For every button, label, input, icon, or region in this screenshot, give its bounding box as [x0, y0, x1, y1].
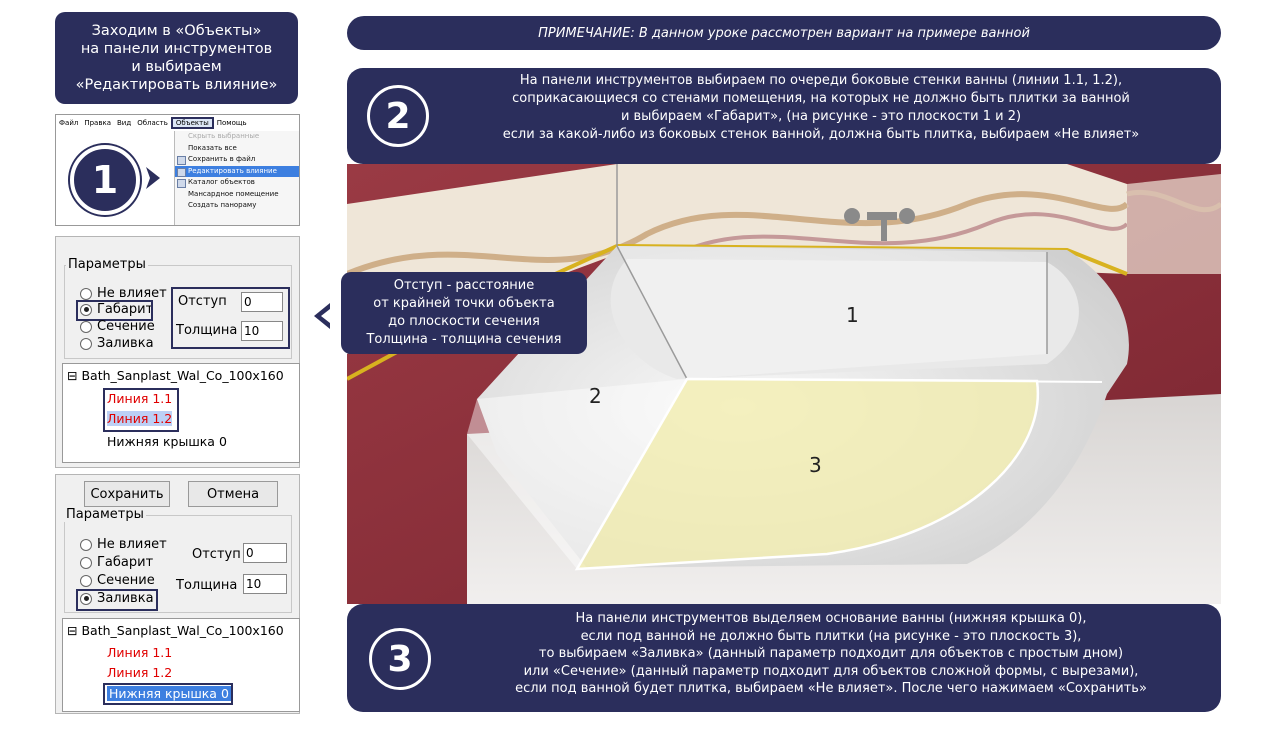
radio-label: Не влияет [97, 286, 167, 301]
step2-text [429, 72, 1213, 144]
offset-label: Отступ [178, 294, 227, 309]
radio-circle [80, 539, 92, 551]
tree-item-bottom-cover[interactable]: Нижняя крышка 0 [109, 686, 229, 701]
offset-input[interactable]: 0 [243, 543, 287, 563]
step1-number-badge [70, 145, 140, 215]
menu-item-show-all[interactable]: Показать все [188, 143, 237, 152]
offset-note-line: от крайней точки объекта [373, 296, 555, 311]
step3-line: если под ванной не должно быть плитки (на рисунке - это плоскость 3), [580, 628, 1082, 644]
radio-label: Габарит [97, 302, 154, 317]
menu-view[interactable]: Вид [116, 118, 132, 127]
menu-area[interactable]: Область [137, 118, 168, 127]
step2-line: На панели инструментов выбираем по очереди боковые стенки ванны (линии 1.1, 1.2), [519, 73, 1123, 88]
thickness-input[interactable]: 10 [243, 574, 287, 594]
menu-objects[interactable]: Объекты [171, 117, 214, 129]
menu-item-label: Редактировать влияние [188, 166, 277, 175]
parameters-label: Параметры [68, 257, 146, 272]
radio-section[interactable] [80, 319, 155, 334]
radio-gabarit[interactable] [80, 555, 153, 570]
menu-item-label: Каталог объектов [188, 178, 255, 186]
offset-thickness-note [341, 272, 587, 354]
offset-label: Отступ [192, 547, 241, 562]
step1-line: и выбираем [131, 59, 222, 75]
tree-item-line-1-1[interactable]: Линия 1.1 [107, 391, 173, 406]
step3-line: На панели инструментов выделяем основание ванны (нижняя крышка 0), [575, 611, 1087, 626]
step1-line: «Редактировать влияние» [75, 77, 278, 93]
step2-instruction [347, 68, 1221, 164]
offset-note-line: Отступ - расстояние [393, 278, 535, 293]
tree-root-label: Bath_Sanplast_Wal_Co_100x160 [81, 368, 284, 383]
note-banner: ПРИМЕЧАНИЕ: В данном уроке рассмотрен вариант на примере ванной [347, 16, 1221, 50]
radio-circle [80, 557, 92, 569]
step1-number: 1 [91, 158, 119, 202]
chevron-right-icon [146, 167, 160, 193]
step1-line: Заходим в «Объекты» [91, 23, 262, 39]
highlight-frame [76, 300, 153, 321]
bathroom-illustration [347, 164, 1221, 604]
step2-line: и выбираем «Габарит», (на рисунке - это плоскости 1 и 2) [620, 109, 1022, 124]
save-icon [177, 156, 186, 165]
plane-1-label: 1 [846, 303, 859, 327]
tree-item-line-1-2[interactable]: Линия 1.2 [107, 665, 173, 680]
step3-line: если под ванной будет плитка, выбираем «Не влияет». После чего нажимаем «Сохранить» [515, 681, 1147, 696]
menu-item-hide-selected[interactable]: Скрыть выбранные [188, 132, 260, 140]
parameters-label: Параметры [66, 507, 144, 522]
object-tree [62, 618, 300, 712]
step3-line: или «Сечение» (данный параметр подходит для объектов сложной формы, с вырезами), [523, 663, 1139, 679]
influence-panel-1 [55, 236, 300, 468]
menu-edit[interactable]: Правка [84, 118, 111, 127]
radio-no-influence[interactable] [80, 537, 167, 552]
menu-item-save-to-file[interactable] [175, 154, 300, 166]
thickness-label: Толщина [176, 578, 238, 593]
radio-label: Заливка [97, 591, 154, 606]
edit-icon [177, 168, 186, 177]
step2-number: 2 [367, 85, 429, 147]
object-tree [62, 363, 300, 463]
offset-note-line: до плоскости сечения [388, 314, 540, 329]
tree-root-label: Bath_Sanplast_Wal_Co_100x160 [81, 623, 284, 638]
radio-circle [80, 338, 92, 350]
highlight-frame [103, 388, 179, 432]
offset-note-line: Толщина - толщина сечения [366, 332, 562, 347]
radio-label: Заливка [97, 336, 154, 351]
menu-item-attic-room[interactable]: Мансардное помещение [188, 189, 279, 198]
radio-section[interactable] [80, 573, 155, 588]
radio-circle [80, 288, 92, 300]
radio-label: Габарит [97, 555, 154, 570]
radio-label: Не влияет [97, 537, 167, 552]
menu-bar [56, 115, 299, 130]
cancel-button[interactable]: Отмена [188, 481, 278, 507]
offset-input[interactable]: 0 [241, 292, 283, 312]
save-button[interactable]: Сохранить [84, 481, 170, 507]
tree-item-line-1-2[interactable]: Линия 1.2 [107, 411, 173, 426]
step1-instruction [55, 12, 298, 104]
step3-line: то выбираем «Заливка» (данный параметр подходит для объектов с простым дном) [538, 646, 1124, 661]
menu-help[interactable]: Помощь [216, 118, 247, 127]
objects-dropdown [174, 131, 300, 225]
catalog-icon [177, 179, 186, 188]
step1-line: на панели инструментов [80, 41, 273, 57]
radio-no-influence[interactable] [80, 286, 167, 301]
step3-number: 3 [369, 628, 431, 690]
plane-3-label: 3 [809, 453, 822, 477]
menu-item-edit-influence[interactable] [175, 166, 300, 178]
thickness-label: Толщина [176, 323, 238, 338]
step3-instruction [347, 604, 1221, 712]
step3-text [447, 610, 1215, 698]
radio-circle [80, 321, 92, 333]
tree-root[interactable]: ⊟ Bath_Sanplast_Wal_Co_100x160 [67, 368, 284, 383]
chevron-left-icon [314, 303, 330, 333]
radio-fill[interactable] [80, 336, 154, 351]
objects-menu-screenshot [55, 114, 300, 226]
bathroom-render [347, 164, 1221, 604]
radio-label: Сечение [97, 573, 155, 588]
tree-item-bottom-cover[interactable]: Нижняя крышка 0 [107, 434, 227, 449]
radio-circle [80, 575, 92, 587]
tree-item-line-1-1[interactable]: Линия 1.1 [107, 645, 173, 660]
menu-item-object-catalog[interactable] [175, 177, 300, 189]
menu-file[interactable]: Файл [59, 118, 79, 127]
highlight-frame [103, 683, 233, 705]
radio-label: Сечение [97, 319, 155, 334]
step2-line: соприкасающиеся со стенами помещения, на которых не должно быть плитки за ванной [512, 91, 1130, 106]
highlight-frame [76, 589, 158, 611]
menu-item-create-panorama[interactable]: Создать панораму [188, 201, 257, 209]
step2-line: если за какой-либо из боковых стенок ванной, должна быть плитка, выбираем «Не влияет» [502, 127, 1140, 142]
menu-item-label: Сохранить в файл [188, 155, 256, 163]
tree-root[interactable]: ⊟ Bath_Sanplast_Wal_Co_100x160 [67, 623, 284, 638]
thickness-input[interactable]: 10 [241, 321, 283, 341]
plane-2-label: 2 [589, 384, 602, 408]
influence-panel-2 [55, 474, 300, 714]
